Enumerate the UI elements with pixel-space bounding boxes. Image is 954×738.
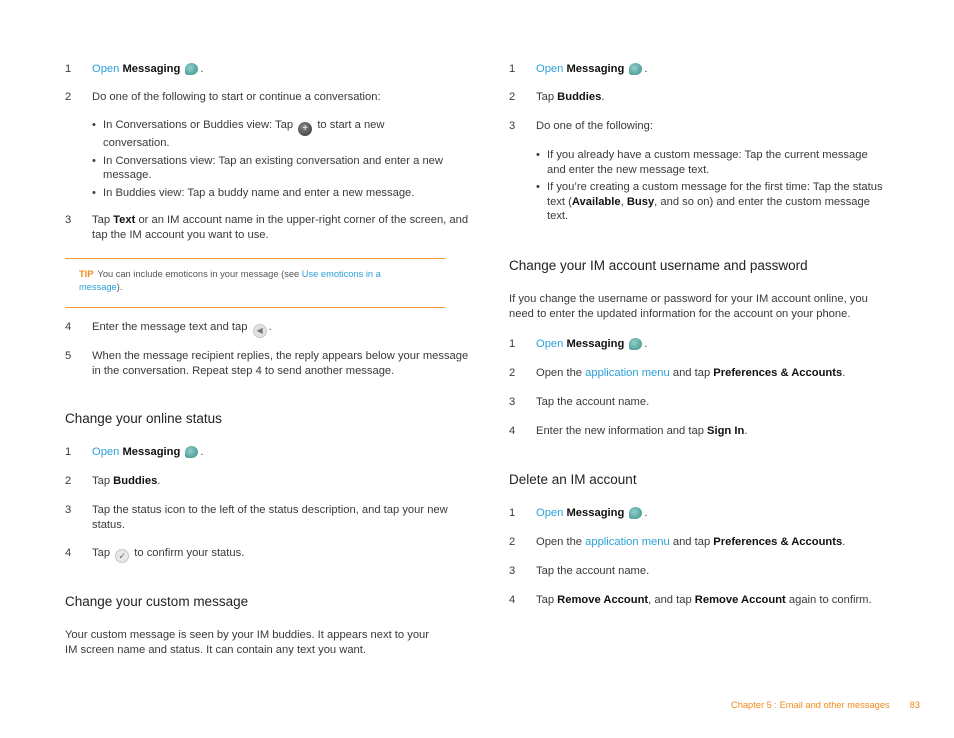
delete-step-2: 2 Open the application menu and tap Preferences & Accounts. <box>509 536 846 548</box>
left-step-5: 5 When the message recipient replies, the reply appears below your message in the conversation. Repeat step 4 to send another message. <box>65 350 469 377</box>
messaging-icon <box>629 338 642 350</box>
page-number: 83 <box>909 700 920 710</box>
left-step-2: 2 Do one of the following to start or continue a conversation: <box>65 91 381 103</box>
open-link[interactable]: Open <box>92 446 120 458</box>
status-step-4: 4 Tap ✓ to confirm your status. <box>65 547 245 561</box>
status-step-2: 2 Tap Buddies. <box>65 475 161 487</box>
delete-step-1: 1 Open Messaging . <box>509 507 648 519</box>
left-step-4: 4 Enter the message text and tap ◀ . <box>65 320 472 338</box>
list-item: • In Conversations or Buddies view: Tap + to start a new conversation. <box>92 118 445 151</box>
heading-account-password: Change your IM account username and password <box>509 258 808 273</box>
emoticons-link[interactable]: Use emoticons in a message <box>79 269 381 292</box>
messaging-icon <box>185 63 198 75</box>
left-step-1: 1 Open Messaging . <box>65 63 204 75</box>
footer-chapter: Chapter 5 : Email and other messages <box>731 700 890 710</box>
open-link[interactable]: Open <box>536 507 564 519</box>
application-menu-link[interactable]: application menu <box>585 536 670 548</box>
tip-text: TIP You can include emoticons in your message (see Use emoticons in a message). <box>79 269 381 292</box>
status-step-1: 1 Open Messaging . <box>65 446 204 458</box>
heading-custom-message: Change your custom message <box>65 594 249 609</box>
list-item: • If you’re creating a custom message for the first time: Tap the status text (Available, Busy, and so on) and enter the custom message text. <box>536 180 889 224</box>
list-item: • In Conversations view: Tap an existing conversation and enter a new message. <box>92 154 445 183</box>
list-item: • In Buddies view: Tap a buddy name and enter a new message. <box>92 186 445 201</box>
status-step-3: 3 Tap the status icon to the left of the status description, and tap your new status. <box>65 504 448 531</box>
account-step-1: 1 Open Messaging . <box>509 338 648 350</box>
right-step-2: 2 Tap Buddies. <box>509 91 605 103</box>
left-step-3: 3 Tap Text or an IM account name in the upper-right corner of the screen, and tap the IM account you want to use. <box>65 214 469 241</box>
right-bullet-list <box>536 148 889 227</box>
right-step-3: 3 Do one of the following: <box>509 120 653 132</box>
right-step-1: 1 Open Messaging . <box>509 63 648 75</box>
account-paragraph: If you change the username or password for your IM account online, you need to enter the updated information for the account on your phone. <box>509 293 868 320</box>
custom-message-paragraph: Your custom message is seen by your IM buddies. It appears next to your IM screen name and status. It can contain any text you want. <box>65 629 429 656</box>
messaging-icon <box>629 507 642 519</box>
send-icon: ◀ <box>253 324 267 338</box>
list-item: • If you already have a custom message: Tap the current message and enter the new message text. <box>536 148 889 177</box>
account-step-2: 2 Open the application menu and tap Preferences & Accounts. <box>509 367 846 379</box>
delete-step-3: 3 Tap the account name. <box>509 565 650 577</box>
open-link[interactable]: Open <box>92 63 120 75</box>
heading-online-status: Change your online status <box>65 411 222 426</box>
new-conversation-icon: + <box>298 122 312 136</box>
checkmark-icon: ✓ <box>115 549 129 563</box>
application-menu-link[interactable]: application menu <box>585 367 670 379</box>
left-bullet-list <box>92 118 445 203</box>
open-link[interactable]: Open <box>536 63 564 75</box>
account-step-4: 4 Enter the new information and tap Sign In. <box>509 425 748 437</box>
heading-delete-account: Delete an IM account <box>509 472 637 487</box>
page-footer <box>731 700 920 710</box>
account-step-3: 3 Tap the account name. <box>509 396 650 408</box>
tip-box <box>65 258 445 308</box>
messaging-icon <box>629 63 642 75</box>
delete-step-4: 4 Tap Remove Account, and tap Remove Account again to confirm. <box>509 594 872 606</box>
messaging-icon <box>185 446 198 458</box>
open-link[interactable]: Open <box>536 338 564 350</box>
